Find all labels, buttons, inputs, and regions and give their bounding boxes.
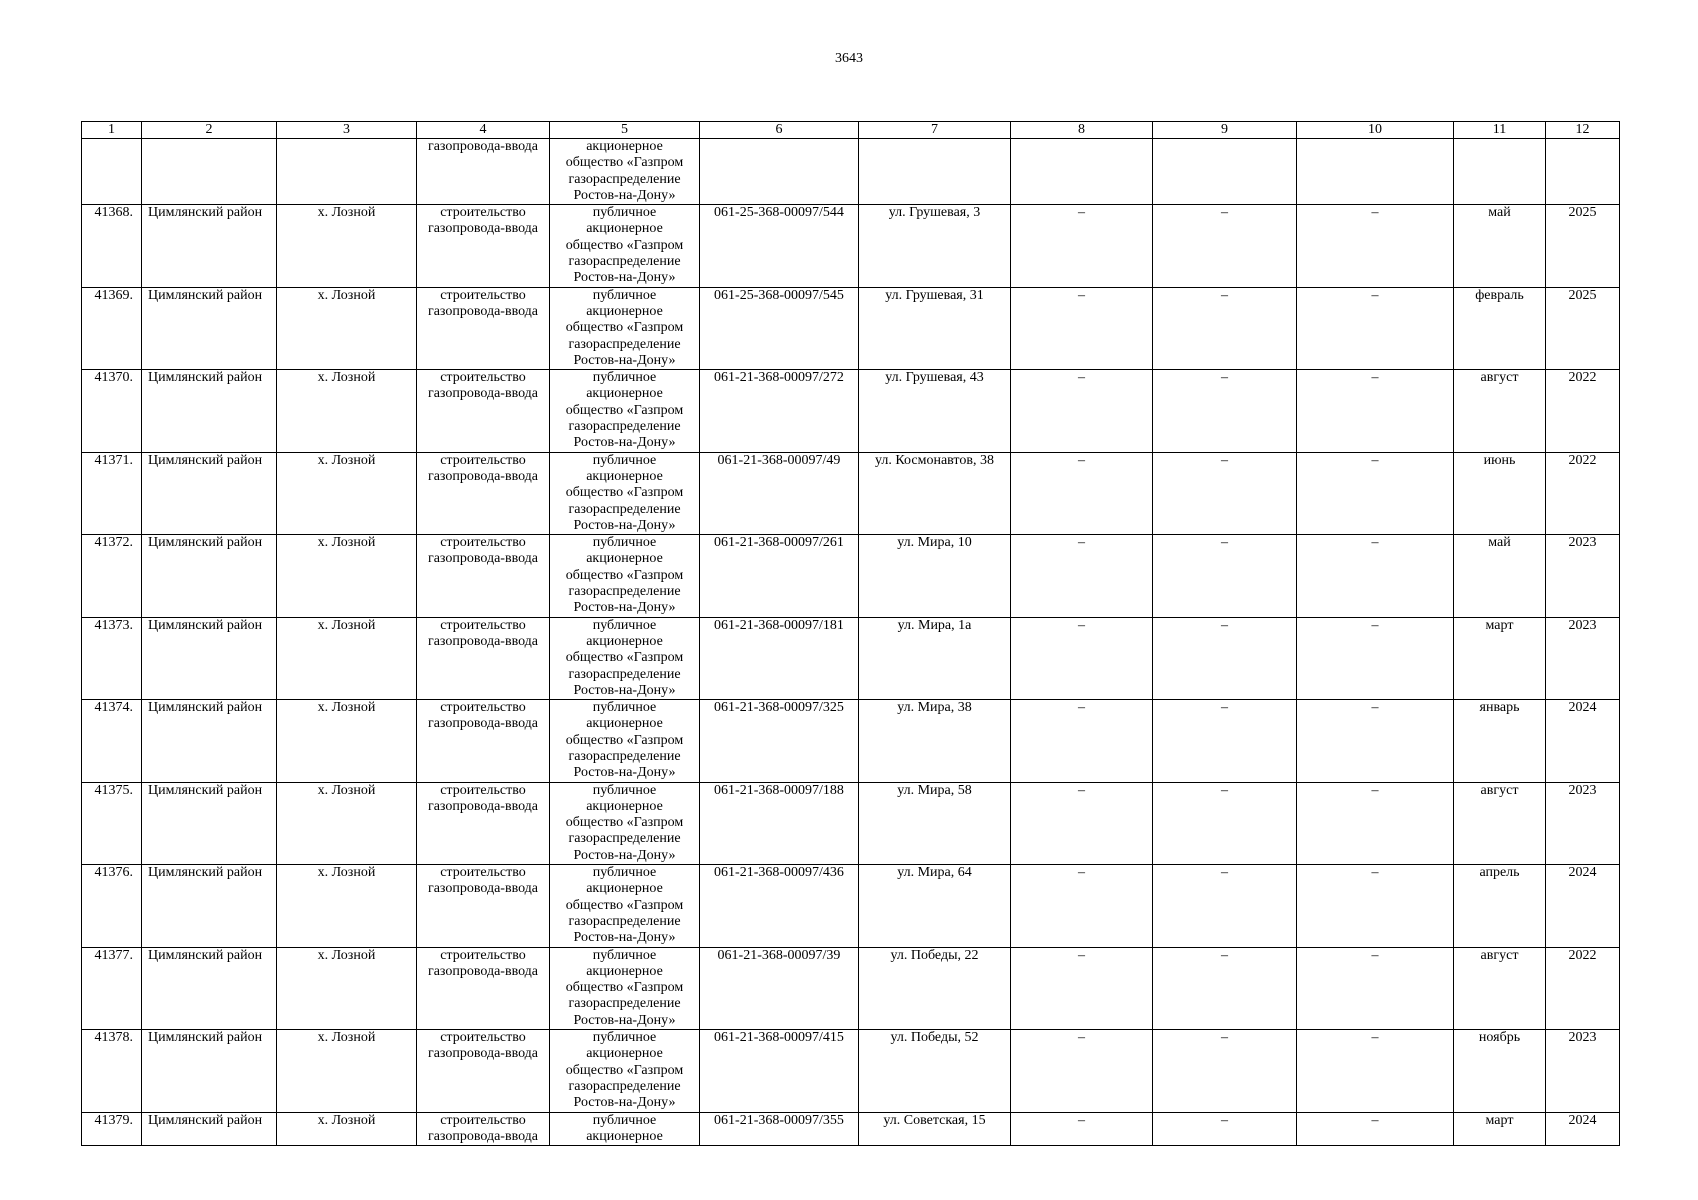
cell-purpose (417, 370, 550, 452)
cell-address: ул. Грушевая, 31 (859, 287, 1011, 369)
cell-operator (550, 370, 700, 452)
column-header: 6 (700, 122, 859, 139)
cell-year: 2023 (1546, 1030, 1620, 1112)
cell-col9: – (1153, 205, 1297, 287)
cell-settlement: х. Лозной (277, 287, 417, 369)
cell-purpose (417, 452, 550, 534)
cell-district: Цимлянский район (142, 1030, 277, 1112)
cell-line: Ростов-на-Дону» (573, 847, 676, 863)
cell-col10: – (1297, 947, 1454, 1029)
cell-year (1546, 139, 1620, 205)
cell-line: газопровода-ввода (427, 798, 539, 814)
column-header: 7 (859, 122, 1011, 139)
cell-line: общество «Газпром (565, 980, 684, 996)
cell-address: ул. Победы, 22 (859, 947, 1011, 1029)
cell-num: 41377. (82, 947, 142, 1029)
cell-month: май (1454, 535, 1546, 617)
cell-purpose (417, 865, 550, 947)
cell-col8 (1011, 139, 1153, 205)
cell-month: ноябрь (1454, 1030, 1546, 1112)
cell-col10: – (1297, 617, 1454, 699)
cell-col10: – (1297, 205, 1454, 287)
cell-settlement: х. Лозной (277, 1112, 417, 1146)
cell-settlement: х. Лозной (277, 1030, 417, 1112)
header-row (82, 122, 1620, 139)
cell-line: общество «Газпром (565, 815, 684, 831)
cell-code: 061-21-368-00097/261 (700, 535, 859, 617)
cell-line: газораспределение (568, 254, 681, 270)
cell-line: газопровода-ввода (427, 551, 539, 567)
table-row (82, 535, 1620, 617)
cell-address: ул. Космонавтов, 38 (859, 452, 1011, 534)
cell-code: 061-21-368-00097/188 (700, 782, 859, 864)
cell-operator (550, 139, 700, 205)
cell-purpose (417, 700, 550, 782)
cell-line: публичное (592, 947, 657, 963)
cell-operator (550, 535, 700, 617)
cell-line: газопровода-ввода (427, 716, 539, 732)
cell-line: строительство (440, 535, 526, 551)
cell-col10: – (1297, 700, 1454, 782)
cell-line: акционерное (586, 139, 663, 154)
cell-month: февраль (1454, 287, 1546, 369)
cell-line: Ростов-на-Дону» (573, 682, 676, 698)
cell-line: общество «Газпром (565, 897, 684, 913)
cell-year: 2022 (1546, 452, 1620, 534)
cell-num: 41376. (82, 865, 142, 947)
continuation-row (82, 139, 1620, 205)
cell-year: 2023 (1546, 535, 1620, 617)
cell-code: 061-21-368-00097/355 (700, 1112, 859, 1146)
cell-month: апрель (1454, 865, 1546, 947)
cell-operator (550, 1030, 700, 1112)
cell-purpose (417, 617, 550, 699)
cell-col9: – (1153, 617, 1297, 699)
cell-district: Цимлянский район (142, 617, 277, 699)
cell-line: газопровода-ввода (427, 221, 539, 237)
cell-settlement: х. Лозной (277, 535, 417, 617)
cell-line: общество «Газпром (565, 237, 684, 253)
column-header: 1 (82, 122, 142, 139)
cell-address: ул. Мира, 1а (859, 617, 1011, 699)
cell-line: акционерное (586, 1046, 663, 1062)
cell-line: газораспределение (568, 666, 681, 682)
table-body (82, 139, 1620, 1146)
cell-col9: – (1153, 287, 1297, 369)
cell-num: 41379. (82, 1112, 142, 1146)
cell-purpose (417, 287, 550, 369)
cell-line: акционерное (586, 716, 663, 732)
cell-operator (550, 205, 700, 287)
cell-col8: – (1011, 1112, 1153, 1146)
cell-line: газораспределение (568, 336, 681, 352)
cell-line: публичное (592, 1112, 657, 1128)
cell-line: публичное (592, 617, 657, 633)
cell-line: Ростов-на-Дону» (573, 187, 676, 203)
cell-code: 061-21-368-00097/272 (700, 370, 859, 452)
cell-line: общество «Газпром (565, 155, 684, 171)
cell-code: 061-21-368-00097/325 (700, 700, 859, 782)
cell-num: 41372. (82, 535, 142, 617)
table-row (82, 287, 1620, 369)
cell-operator (550, 700, 700, 782)
cell-line: газораспределение (568, 171, 681, 187)
cell-line: Ростов-на-Дону» (573, 270, 676, 286)
cell-line: Ростов-на-Дону» (573, 352, 676, 368)
cell-year: 2023 (1546, 782, 1620, 864)
cell-operator (550, 452, 700, 534)
cell-line: строительство (440, 782, 526, 798)
cell-line: Ростов-на-Дону» (573, 517, 676, 533)
cell-line: газопровода-ввода (427, 386, 539, 402)
cell-col8: – (1011, 947, 1153, 1029)
cell-line: акционерное (586, 633, 663, 649)
cell-operator (550, 287, 700, 369)
cell-line: акционерное (586, 798, 663, 814)
cell-line: акционерное (586, 963, 663, 979)
cell-purpose (417, 535, 550, 617)
cell-col9 (1153, 139, 1297, 205)
cell-year: 2022 (1546, 370, 1620, 452)
cell-district: Цимлянский район (142, 947, 277, 1029)
cell-line: газопровода-ввода (427, 468, 539, 484)
cell-code: 061-21-368-00097/49 (700, 452, 859, 534)
cell-district: Цимлянский район (142, 782, 277, 864)
cell-operator (550, 1112, 700, 1146)
cell-month: август (1454, 947, 1546, 1029)
cell-col9: – (1153, 947, 1297, 1029)
cell-num: 41374. (82, 700, 142, 782)
cell-line: Ростов-на-Дону» (573, 765, 676, 781)
cell-line: Ростов-на-Дону» (573, 930, 676, 946)
cell-year: 2023 (1546, 617, 1620, 699)
cell-col8: – (1011, 452, 1153, 534)
cell-line: газораспределение (568, 501, 681, 517)
cell-district: Цимлянский район (142, 205, 277, 287)
cell-line: публичное (592, 535, 657, 551)
cell-purpose (417, 1112, 550, 1146)
cell-line: акционерное (586, 468, 663, 484)
cell-month: июнь (1454, 452, 1546, 534)
cell-line: общество «Газпром (565, 402, 684, 418)
cell-line: акционерное (586, 1128, 663, 1144)
column-header: 4 (417, 122, 550, 139)
cell-operator (550, 947, 700, 1029)
page-number: 3643 (835, 51, 863, 66)
cell-operator (550, 617, 700, 699)
cell-line: Ростов-на-Дону» (573, 1095, 676, 1111)
cell-line: публичное (592, 865, 657, 881)
cell-line: газораспределение (568, 831, 681, 847)
cell-line: Ростов-на-Дону» (573, 1012, 676, 1028)
table-row (82, 782, 1620, 864)
cell-line: акционерное (586, 221, 663, 237)
cell-num: 41373. (82, 617, 142, 699)
cell-line: общество «Газпром (565, 1062, 684, 1078)
cell-address: ул. Мира, 38 (859, 700, 1011, 782)
cell-line: строительство (440, 700, 526, 716)
cell-line: строительство (440, 287, 526, 303)
cell-line: акционерное (586, 881, 663, 897)
cell-line: газораспределение (568, 748, 681, 764)
cell-col9: – (1153, 452, 1297, 534)
cell-district: Цимлянский район (142, 370, 277, 452)
cell-month: март (1454, 617, 1546, 699)
cell-line: публичное (592, 452, 657, 468)
cell-line: публичное (592, 782, 657, 798)
cell-line: газопровода-ввода (427, 881, 539, 897)
cell-month: август (1454, 370, 1546, 452)
cell-line: общество «Газпром (565, 732, 684, 748)
cell-address (859, 139, 1011, 205)
cell-line: общество «Газпром (565, 320, 684, 336)
cell-year: 2024 (1546, 700, 1620, 782)
cell-year: 2025 (1546, 287, 1620, 369)
cell-line: Ростов-на-Дону» (573, 435, 676, 451)
cell-col8: – (1011, 617, 1153, 699)
table-row (82, 370, 1620, 452)
cell-col10 (1297, 139, 1454, 205)
cell-col8: – (1011, 535, 1153, 617)
cell-line: газораспределение (568, 584, 681, 600)
cell-num: 41369. (82, 287, 142, 369)
cell-col10: – (1297, 865, 1454, 947)
cell-purpose (417, 947, 550, 1029)
cell-line: газопровода-ввода (427, 1128, 539, 1144)
cell-code: 061-21-368-00097/181 (700, 617, 859, 699)
cell-line: строительство (440, 865, 526, 881)
cell-address: ул. Советская, 15 (859, 1112, 1011, 1146)
cell-line: общество «Газпром (565, 485, 684, 501)
cell-settlement: х. Лозной (277, 865, 417, 947)
cell-code: 061-21-368-00097/39 (700, 947, 859, 1029)
cell-num: 41368. (82, 205, 142, 287)
cell-line: строительство (440, 452, 526, 468)
column-header: 12 (1546, 122, 1620, 139)
cell-col9: – (1153, 865, 1297, 947)
cell-settlement: х. Лозной (277, 205, 417, 287)
cell-line: акционерное (586, 303, 663, 319)
cell-purpose (417, 782, 550, 864)
cell-settlement: х. Лозной (277, 617, 417, 699)
cell-month: январь (1454, 700, 1546, 782)
cell-line: газопровода-ввода (427, 963, 539, 979)
cell-col9: – (1153, 535, 1297, 617)
table-row (82, 865, 1620, 947)
cell-month: март (1454, 1112, 1546, 1146)
column-header: 10 (1297, 122, 1454, 139)
cell-purpose (417, 1030, 550, 1112)
cell-num: 41371. (82, 452, 142, 534)
cell-num: 41378. (82, 1030, 142, 1112)
column-header: 11 (1454, 122, 1546, 139)
cell-col10: – (1297, 782, 1454, 864)
cell-year: 2022 (1546, 947, 1620, 1029)
cell-line: газораспределение (568, 419, 681, 435)
cell-settlement: х. Лозной (277, 700, 417, 782)
cell-line: публичное (592, 700, 657, 716)
cell-col10: – (1297, 535, 1454, 617)
cell-line: строительство (440, 1030, 526, 1046)
cell-code: 061-25-368-00097/544 (700, 205, 859, 287)
cell-col10: – (1297, 287, 1454, 369)
table-row (82, 1030, 1620, 1112)
cell-col9: – (1153, 700, 1297, 782)
cell-line: газораспределение (568, 1078, 681, 1094)
cell-line: публичное (592, 287, 657, 303)
cell-settlement: х. Лозной (277, 947, 417, 1029)
cell-line: газопровода-ввода (427, 139, 539, 154)
cell-line: газопровода-ввода (427, 1046, 539, 1062)
cell-col10: – (1297, 370, 1454, 452)
cell-line: строительство (440, 947, 526, 963)
table-row (82, 1112, 1620, 1146)
cell-col9: – (1153, 1030, 1297, 1112)
cell-line: газопровода-ввода (427, 303, 539, 319)
cell-purpose (417, 139, 550, 205)
column-header: 3 (277, 122, 417, 139)
cell-col8: – (1011, 370, 1153, 452)
cell-district: Цимлянский район (142, 535, 277, 617)
cell-col8: – (1011, 205, 1153, 287)
cell-line: строительство (440, 617, 526, 633)
cell-address: ул. Грушевая, 3 (859, 205, 1011, 287)
cell-address: ул. Победы, 52 (859, 1030, 1011, 1112)
cell-settlement: х. Лозной (277, 782, 417, 864)
table-row (82, 617, 1620, 699)
cell-code: 061-21-368-00097/436 (700, 865, 859, 947)
table-header (82, 122, 1620, 139)
cell-line: общество «Газпром (565, 567, 684, 583)
cell-line: строительство (440, 205, 526, 221)
cell-col9: – (1153, 782, 1297, 864)
cell-operator (550, 782, 700, 864)
cell-col10: – (1297, 1112, 1454, 1146)
cell-col8: – (1011, 865, 1153, 947)
cell-line: публичное (592, 205, 657, 221)
cell-line: акционерное (586, 551, 663, 567)
cell-col8: – (1011, 287, 1153, 369)
cell-col10: – (1297, 452, 1454, 534)
cell-code: 061-25-368-00097/545 (700, 287, 859, 369)
column-header: 2 (142, 122, 277, 139)
cell-month: май (1454, 205, 1546, 287)
cell-line: общество «Газпром (565, 650, 684, 666)
cell-line: акционерное (586, 386, 663, 402)
cell-year: 2024 (1546, 1112, 1620, 1146)
cell-year: 2024 (1546, 865, 1620, 947)
cell-purpose (417, 205, 550, 287)
cell-address: ул. Грушевая, 43 (859, 370, 1011, 452)
cell-code: 061-21-368-00097/415 (700, 1030, 859, 1112)
cell-num: 41375. (82, 782, 142, 864)
cell-line: газораспределение (568, 913, 681, 929)
cell-district: Цимлянский район (142, 865, 277, 947)
cell-col8: – (1011, 782, 1153, 864)
cell-code (700, 139, 859, 205)
cell-address: ул. Мира, 58 (859, 782, 1011, 864)
cell-line: строительство (440, 370, 526, 386)
cell-col9: – (1153, 1112, 1297, 1146)
cell-col9: – (1153, 370, 1297, 452)
table-row (82, 700, 1620, 782)
column-header: 5 (550, 122, 700, 139)
cell-line: газораспределение (568, 996, 681, 1012)
table-row (82, 205, 1620, 287)
cell-district: Цимлянский район (142, 287, 277, 369)
cell-address: ул. Мира, 10 (859, 535, 1011, 617)
cell-operator (550, 865, 700, 947)
cell-month: август (1454, 782, 1546, 864)
cell-num (82, 139, 142, 205)
cell-num: 41370. (82, 370, 142, 452)
cell-year: 2025 (1546, 205, 1620, 287)
cell-line: публичное (592, 1030, 657, 1046)
table-row (82, 452, 1620, 534)
cell-address: ул. Мира, 64 (859, 865, 1011, 947)
cell-line: строительство (440, 1112, 526, 1128)
cell-line: Ростов-на-Дону» (573, 600, 676, 616)
cell-col8: – (1011, 1030, 1153, 1112)
cell-line: газопровода-ввода (427, 633, 539, 649)
cell-settlement: х. Лозной (277, 370, 417, 452)
column-header: 9 (1153, 122, 1297, 139)
cell-col8: – (1011, 700, 1153, 782)
cell-district (142, 139, 277, 205)
column-header: 8 (1011, 122, 1153, 139)
table-row (82, 947, 1620, 1029)
cell-month (1454, 139, 1546, 205)
cell-settlement (277, 139, 417, 205)
cell-settlement: х. Лозной (277, 452, 417, 534)
cell-district: Цимлянский район (142, 1112, 277, 1146)
cell-district: Цимлянский район (142, 452, 277, 534)
cell-col10: – (1297, 1030, 1454, 1112)
registry-table (81, 121, 1620, 1146)
cell-line: публичное (592, 370, 657, 386)
cell-district: Цимлянский район (142, 700, 277, 782)
